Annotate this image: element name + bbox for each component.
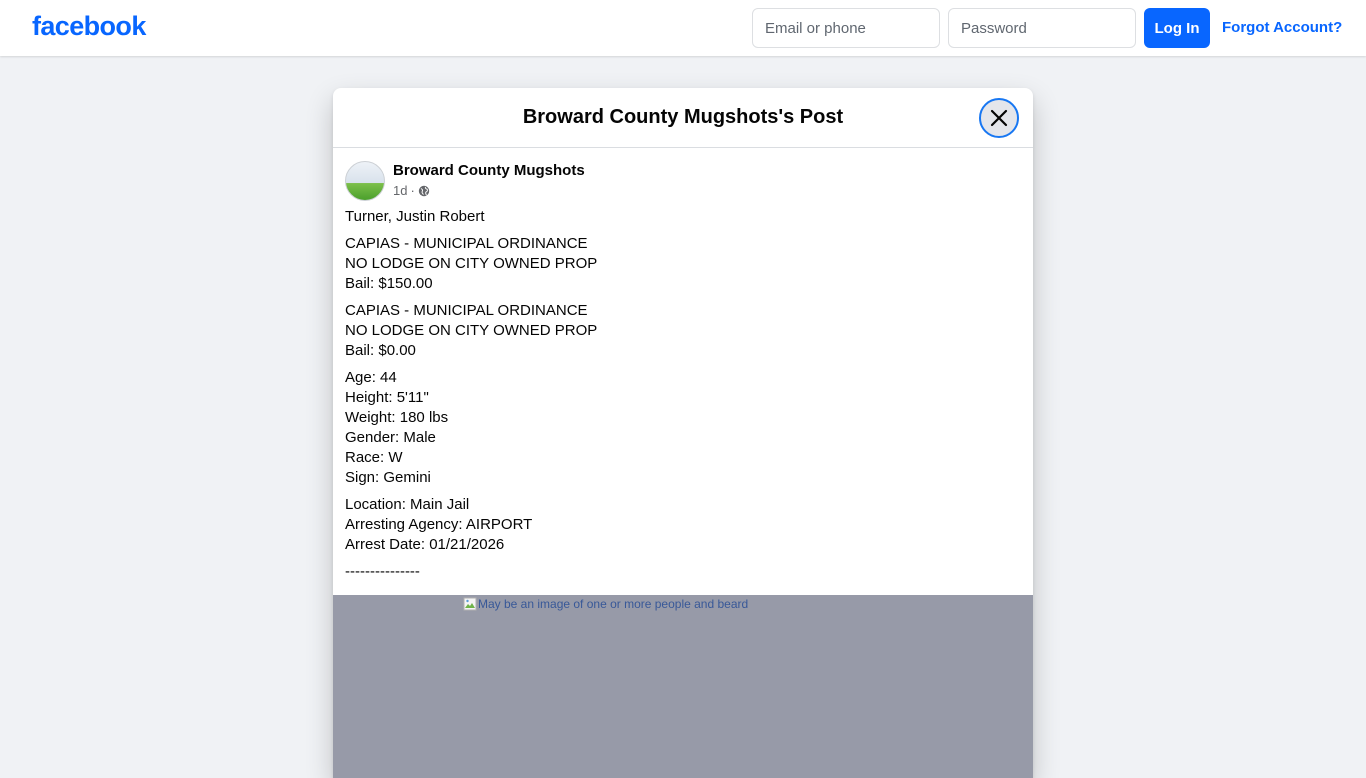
post-paragraph — [345, 495, 1021, 555]
post-text-line: CAPIAS - MUNICIPAL ORDINANCE — [345, 235, 588, 252]
post-text-line: --------------- — [345, 563, 420, 580]
post-text-line: NO LODGE ON CITY OWNED PROP — [345, 255, 598, 272]
post-text-line: Race: W — [345, 449, 403, 466]
photo-alt-text — [463, 597, 748, 611]
post-text-line: Weight: 180 lbs — [345, 409, 449, 426]
log-in-button[interactable]: Log In — [1144, 8, 1210, 48]
top-navigation-bar — [0, 0, 1366, 56]
post-text-line: Sign: Gemini — [345, 469, 431, 486]
post-paragraph — [345, 368, 1021, 488]
post-text-line: Height: 5'11" — [345, 389, 429, 406]
post-text-line: Bail: $150.00 — [345, 275, 433, 292]
page-avatar[interactable] — [345, 161, 385, 201]
globe-icon — [418, 185, 430, 197]
post-meta — [393, 183, 430, 198]
facebook-logo[interactable]: facebook — [32, 11, 146, 41]
email-or-phone-input[interactable] — [752, 8, 940, 48]
forgot-account-link[interactable]: Forgot Account? — [1222, 19, 1343, 36]
post-text-line: Location: Main Jail — [345, 496, 470, 513]
post-text-line: CAPIAS - MUNICIPAL ORDINANCE — [345, 302, 588, 319]
post-timestamp[interactable]: 1d — [393, 183, 408, 198]
post-text — [345, 207, 1021, 589]
post-text-line: NO LODGE ON CITY OWNED PROP — [345, 322, 598, 339]
password-input[interactable] — [948, 8, 1136, 48]
post-paragraph — [345, 207, 1021, 227]
post-paragraph — [345, 562, 1021, 582]
post-paragraph — [345, 301, 1021, 361]
post-text-line: Bail: $0.00 — [345, 342, 416, 359]
close-button[interactable] — [979, 98, 1019, 138]
post-text-line: Arrest Date: 01/21/2026 — [345, 536, 505, 553]
photo-alt-label: May be an image of one or more people and beard — [478, 597, 749, 611]
post-header — [345, 161, 845, 201]
dialog-header — [333, 88, 1033, 148]
post-paragraph — [345, 234, 1021, 294]
post-text-line: Turner, Justin Robert — [345, 208, 485, 225]
post-text-line: Age: 44 — [345, 369, 397, 386]
post-photo[interactable] — [333, 595, 1033, 778]
meta-separator: · — [410, 183, 415, 198]
post-text-line: Gender: Male — [345, 429, 436, 446]
post-author-name[interactable]: Broward County Mugshots — [393, 162, 585, 179]
post-text-line: Arresting Agency: AIRPORT — [345, 516, 533, 533]
close-icon — [990, 109, 1008, 127]
post-dialog — [333, 88, 1033, 778]
broken-image-icon — [463, 597, 477, 611]
dialog-title: Broward County Mugshots's Post — [522, 106, 844, 128]
